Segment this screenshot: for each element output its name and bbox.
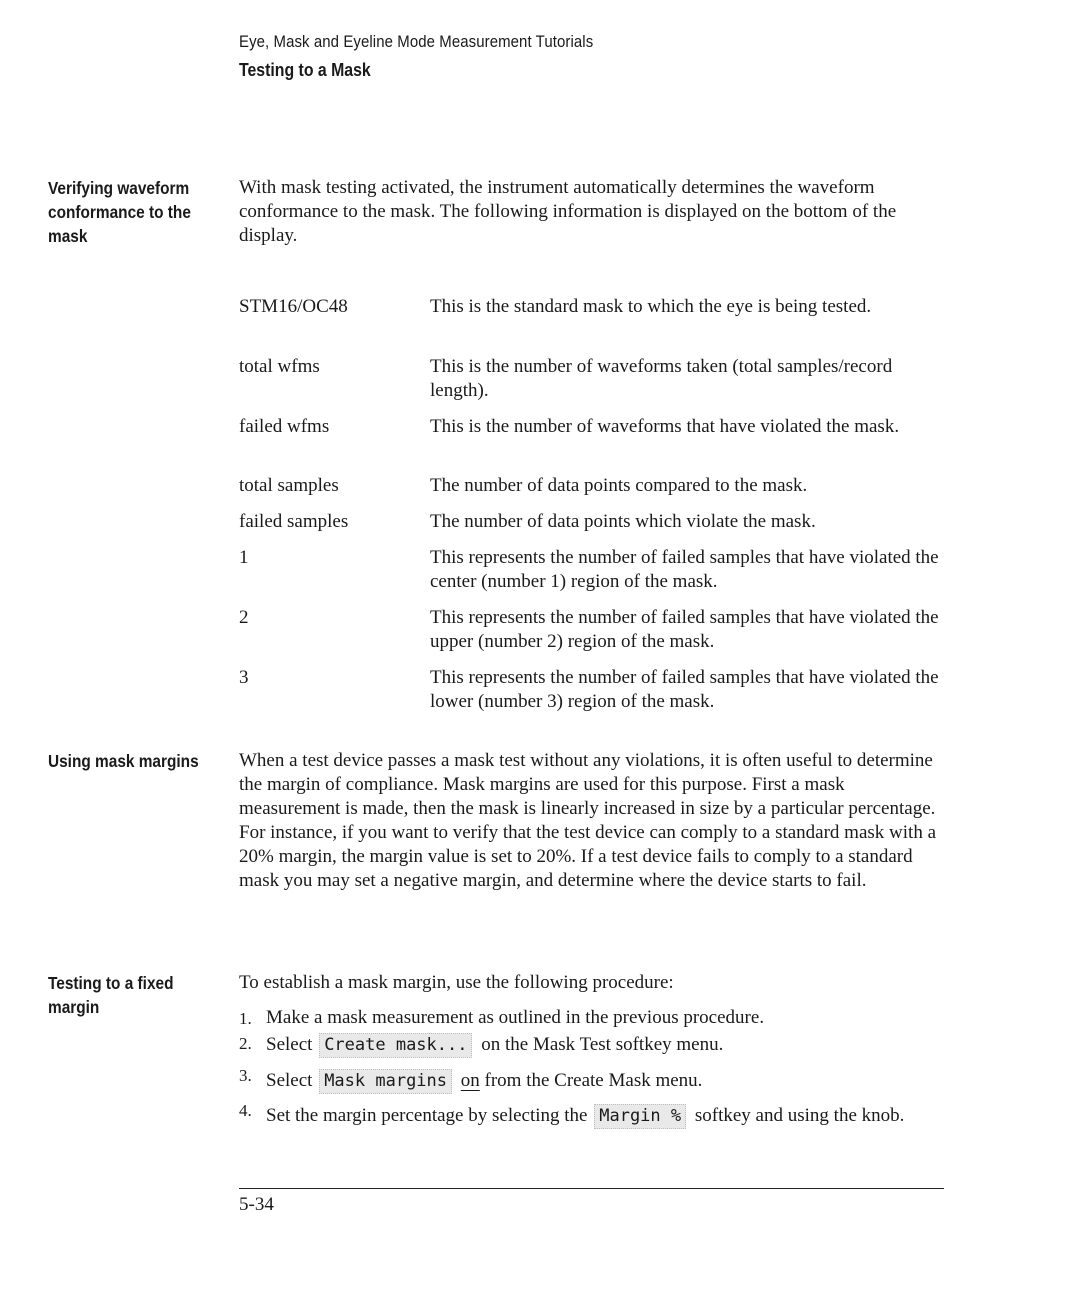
- mask-margins-on-option: on: [460, 1070, 480, 1091]
- definition-desc: This is the number of waveforms that have violated the mask.: [430, 416, 900, 437]
- side-heading-mask-margins: Using mask margins: [48, 751, 199, 771]
- step-text: Make a mask measurement as outlined in the previous procedure.: [266, 1007, 765, 1028]
- mask-margins-body: When a test device passes a mask test without any violations, it is often useful to determine the margin of compliance. Mask margins are used for this purpose. First a mask measurement is made, then the mask is linearly increased in size by a particular percentage. For instance, if you want to verify that the test device can comply to a standard mask with a 20% margin, the margin value is set to 20%. If a test device fails to comply to a standard mask you may set a negative margin, and determine where the device starts to fail.: [239, 750, 936, 891]
- definition-desc: This represents the number of failed samples that have violated the lower (number 3) region of the mask.: [430, 667, 939, 712]
- step-text: [266, 1104, 950, 1128]
- mask-margins-softkey[interactable]: Mask margins: [319, 1069, 452, 1094]
- page-number: 5-34: [239, 1194, 274, 1215]
- create-mask-softkey[interactable]: Create mask...: [319, 1033, 472, 1058]
- verifying-intro: With mask testing activated, the instrument automatically determines the waveform conformance to the mask. The following information is displayed on the bottom of the display.: [239, 177, 897, 246]
- definition-term: 3: [239, 667, 249, 688]
- definition-term: total samples: [239, 475, 339, 496]
- definition-desc: The number of data points which violate the mask.: [430, 511, 816, 532]
- running-header-section: Testing to a Mask: [239, 60, 371, 80]
- definition-term: 2: [239, 607, 249, 628]
- step-text: [266, 1069, 950, 1093]
- fixed-margin-intro: To establish a mask margin, use the following procedure:: [239, 972, 674, 993]
- step-number: 3.: [239, 1066, 252, 1085]
- step-text: [266, 1033, 950, 1057]
- side-heading-verifying: Verifying waveform conformance to the mask: [48, 178, 191, 246]
- running-header-chapter: Eye, Mask and Eyeline Mode Measurement Tutorials: [239, 32, 594, 51]
- step-number: 2.: [239, 1034, 252, 1053]
- step-pre-text: Select: [266, 1034, 313, 1055]
- definition-term: 1: [239, 547, 249, 568]
- step-post-text: on the Mask Test softkey menu.: [481, 1034, 724, 1055]
- definition-desc: This is the standard mask to which the eye is being tested.: [430, 296, 872, 317]
- definition-term: STM16/OC48: [239, 296, 348, 317]
- step-number: 4.: [239, 1101, 252, 1120]
- step-pre-text: Select: [266, 1070, 313, 1091]
- step-pre-text: Set the margin percentage by selecting the: [266, 1105, 588, 1126]
- step-post-text: from the Create Mask menu.: [484, 1070, 703, 1091]
- definition-desc: The number of data points compared to the mask.: [430, 475, 808, 496]
- definition-desc: This is the number of waveforms taken (total samples/record length).: [430, 356, 893, 401]
- definition-term: failed wfms: [239, 416, 330, 437]
- side-heading-fixed-margin: Testing to a fixed margin: [48, 973, 174, 1017]
- definition-term: failed samples: [239, 511, 349, 532]
- definition-desc: This represents the number of failed samples that have violated the center (number 1) region of the mask.: [430, 547, 939, 592]
- step-post-text: softkey and using the knob.: [694, 1105, 905, 1126]
- step-number: 1.: [239, 1009, 252, 1028]
- definition-term: total wfms: [239, 356, 320, 377]
- margin-percent-softkey[interactable]: Margin %: [594, 1104, 686, 1129]
- definition-desc: This represents the number of failed samples that have violated the upper (number 2) region of the mask.: [430, 607, 939, 652]
- footer-rule: [239, 1188, 944, 1189]
